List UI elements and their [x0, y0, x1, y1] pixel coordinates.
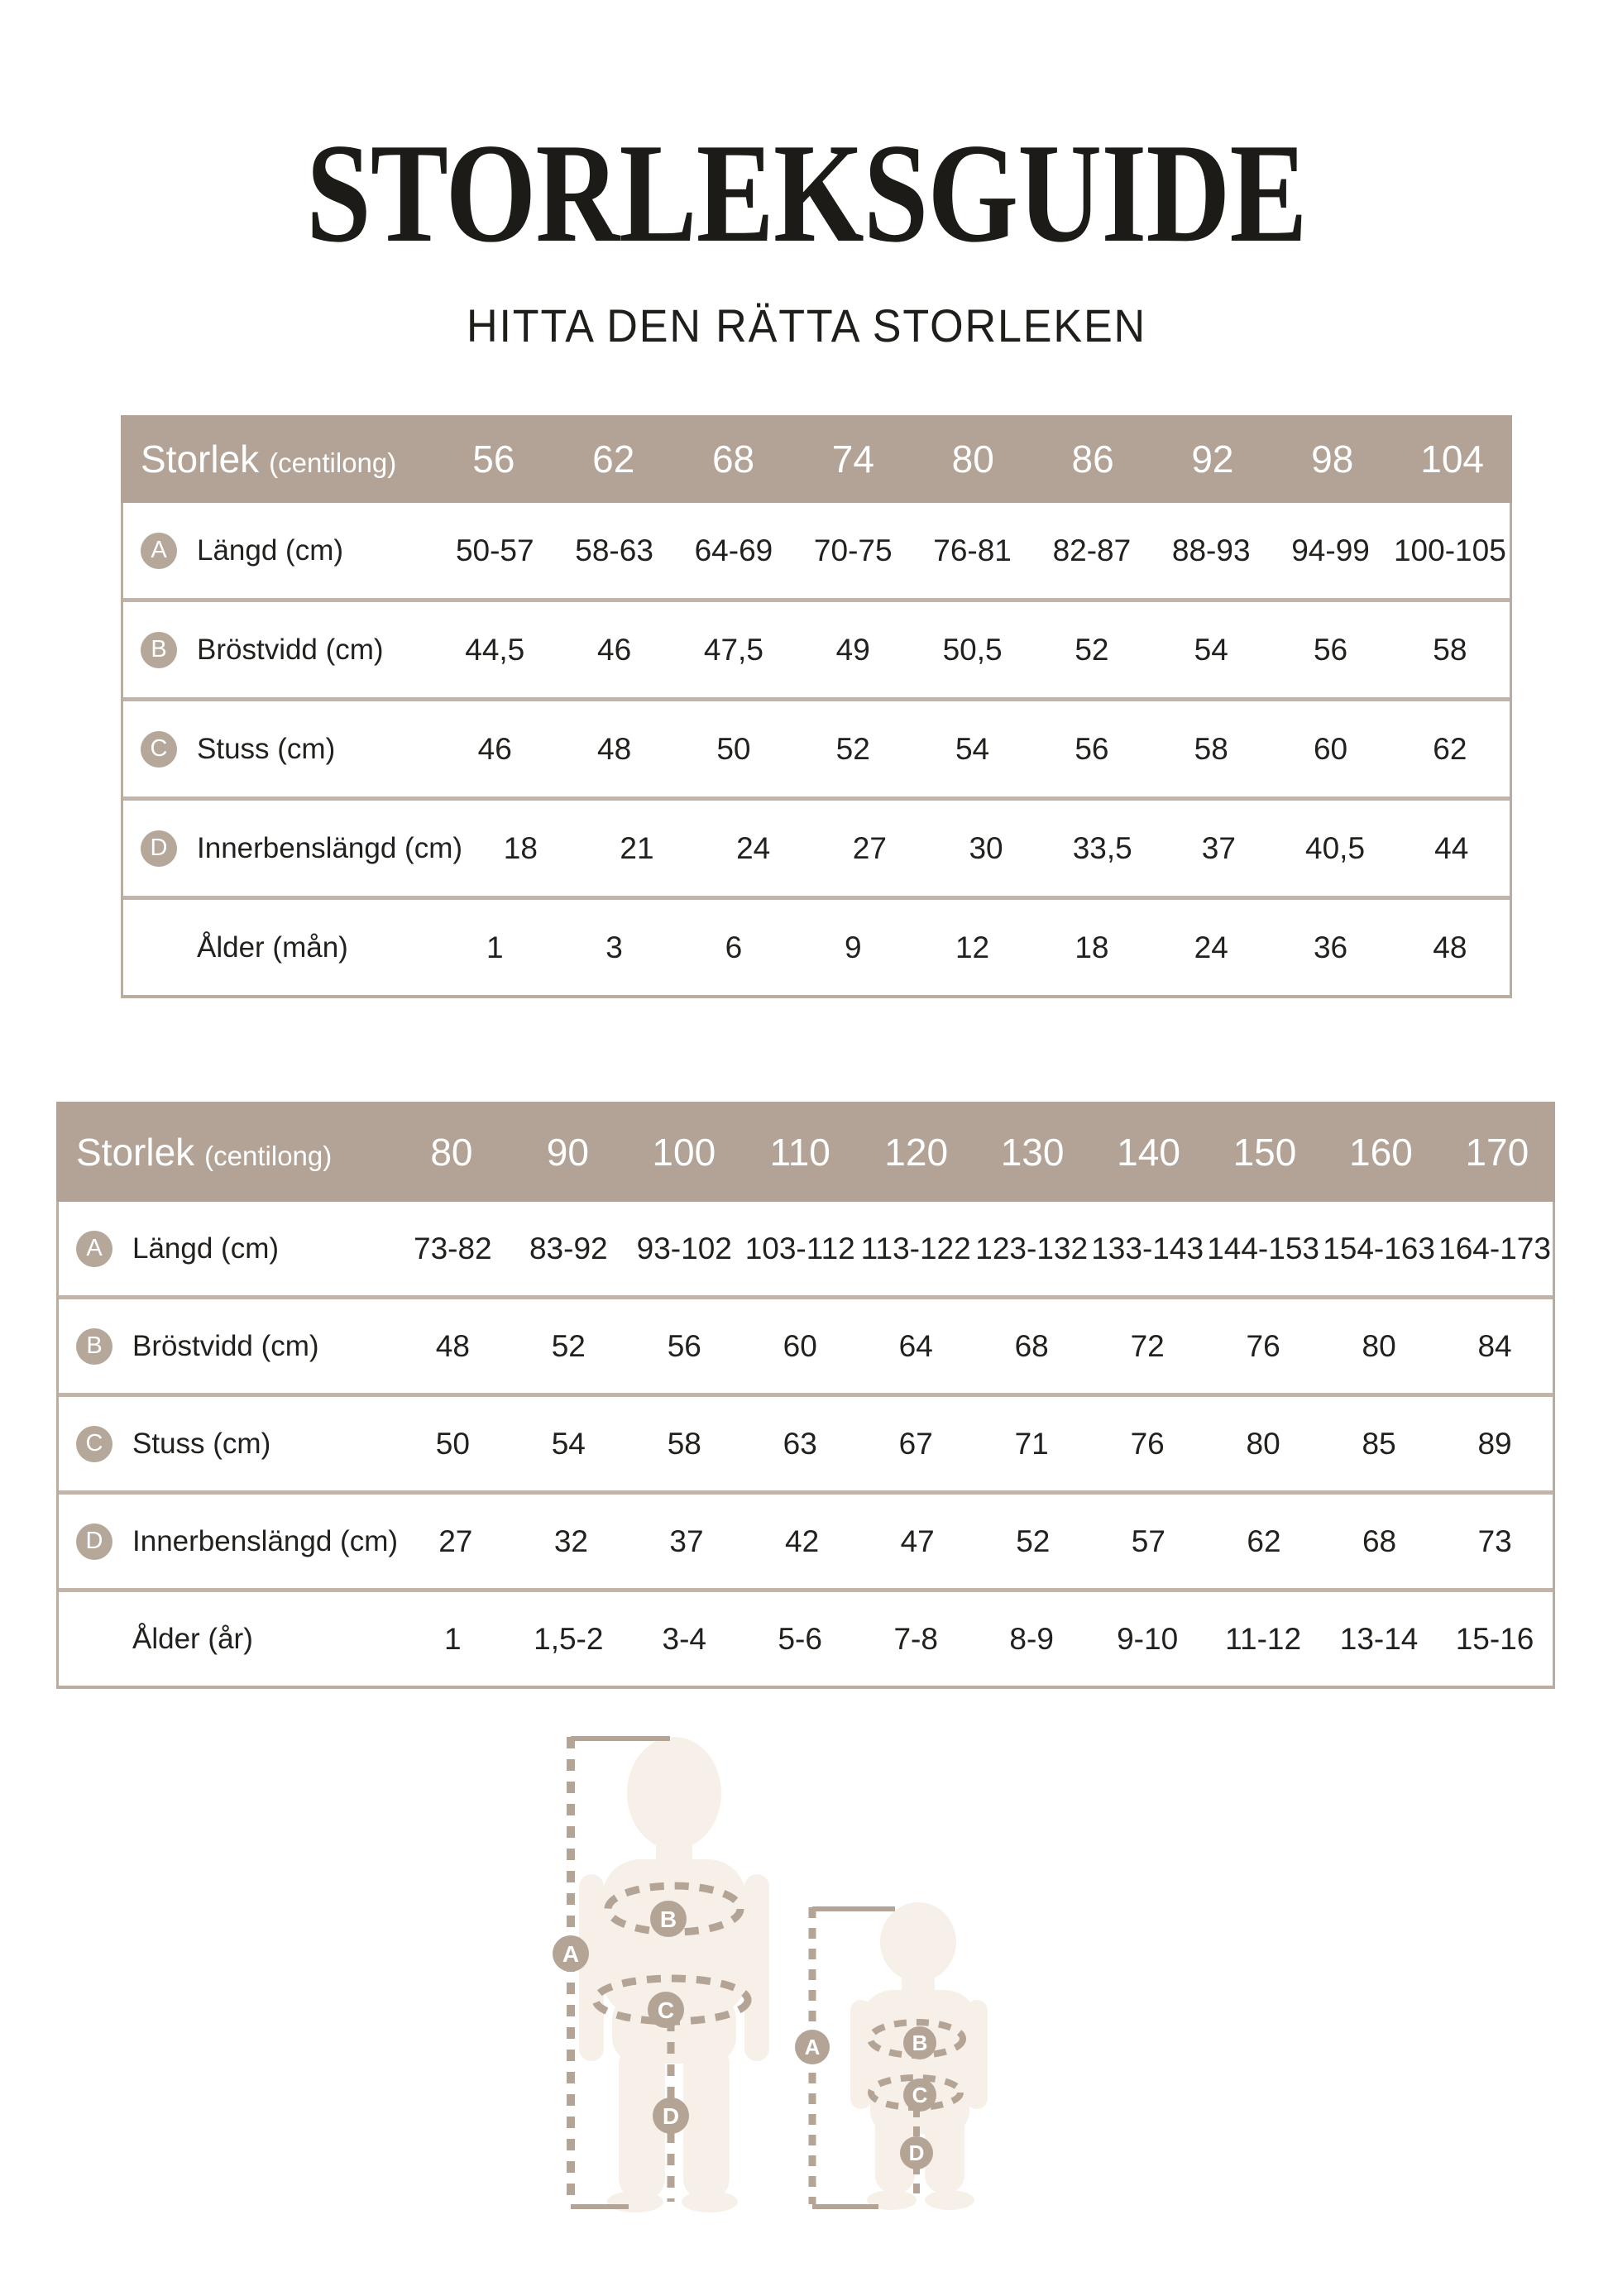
- row-label-cell: [123, 930, 435, 966]
- value-cell: 50-57: [455, 533, 534, 567]
- value-cell: 46: [477, 731, 512, 766]
- size-column-header: 68: [711, 438, 755, 481]
- row-label-cell: [123, 533, 435, 569]
- value-cell: 9: [844, 930, 862, 964]
- measure-badge: A: [141, 533, 177, 569]
- value-cell: 164-173: [1438, 1231, 1551, 1265]
- measure-badge: A: [76, 1231, 112, 1267]
- table-header-unit: (centilong): [269, 447, 397, 478]
- value-cell: 58-63: [575, 533, 653, 567]
- value-cell: 154-163: [1323, 1231, 1435, 1265]
- value-cell: 58: [1433, 632, 1467, 667]
- value-cell: 54: [955, 731, 990, 766]
- value-cell: 73-82: [414, 1231, 492, 1265]
- value-cell: 6: [725, 930, 743, 964]
- value-cell: 58: [667, 1426, 701, 1461]
- value-cell: 49: [835, 632, 870, 667]
- value-cell: 54: [551, 1426, 586, 1461]
- page-title: STORLEKSGUIDE: [306, 115, 1307, 272]
- value-cell: 52: [551, 1328, 586, 1363]
- size-column-header: 62: [592, 438, 635, 481]
- row-label-text: Innerbenslängd (cm): [132, 1524, 398, 1557]
- value-cell: 52: [1075, 632, 1109, 667]
- badge-d-label: D: [908, 2141, 925, 2165]
- value-cell: 54: [1194, 632, 1228, 667]
- table-header-label: [121, 437, 433, 481]
- value-cell: 42: [785, 1523, 820, 1558]
- value-cell: 62: [1247, 1523, 1281, 1558]
- row-label-cell: [123, 830, 462, 867]
- size-column-header: 86: [1071, 438, 1114, 481]
- value-cell: 50,5: [942, 632, 1003, 667]
- value-cell: 80: [1362, 1328, 1396, 1363]
- value-cell: 64-69: [694, 533, 773, 567]
- value-cell: 36: [1313, 930, 1348, 964]
- table-body: [56, 1202, 1555, 1689]
- value-cell: 3-4: [662, 1621, 706, 1656]
- value-cell: 50: [435, 1426, 470, 1461]
- value-cell: 11-12: [1225, 1621, 1302, 1656]
- value-cell: 50: [716, 731, 751, 766]
- size-column-header: 80: [951, 438, 994, 481]
- badge-b-label: B: [659, 1906, 677, 1932]
- value-cell: 76-81: [933, 533, 1012, 567]
- value-cell: 24: [1194, 930, 1228, 964]
- value-cell: 5-6: [778, 1621, 822, 1656]
- value-cell: 33,5: [1072, 830, 1132, 865]
- value-cell: 84: [1477, 1328, 1512, 1363]
- value-cell: 93-102: [636, 1231, 732, 1265]
- size-column-header: 90: [546, 1130, 589, 1174]
- value-cell: 18: [503, 830, 538, 865]
- size-column-header: 140: [1117, 1130, 1180, 1174]
- value-cell: 8-9: [1009, 1621, 1054, 1656]
- value-cell: 52: [1016, 1523, 1051, 1558]
- value-cell: 47,5: [703, 632, 763, 667]
- value-cell: 12: [955, 930, 990, 964]
- value-cell: 123-132: [975, 1231, 1089, 1265]
- value-cell: 47: [900, 1523, 935, 1558]
- value-cell: 27: [852, 830, 887, 865]
- value-cell: 62: [1433, 731, 1467, 766]
- badge-c-label: C: [657, 1997, 675, 2023]
- value-cell: 3: [605, 930, 623, 964]
- table-header-row: [121, 415, 1512, 503]
- row-label-text: Bröstvidd (cm): [197, 633, 384, 666]
- value-cell: 56: [1075, 731, 1109, 766]
- value-cell: 133-143: [1091, 1231, 1204, 1265]
- value-cell: 68: [1014, 1328, 1049, 1363]
- value-cell: 67: [898, 1426, 933, 1461]
- value-cell: 7-8: [893, 1621, 938, 1656]
- row-label-text: Bröstvidd (cm): [132, 1329, 319, 1362]
- value-cell: 89: [1477, 1426, 1512, 1461]
- size-column-header: 110: [769, 1130, 830, 1174]
- value-cell: 63: [783, 1426, 817, 1461]
- table-header-row: [56, 1102, 1555, 1202]
- row-label-cell: [59, 1328, 395, 1365]
- size-column-header: 170: [1465, 1130, 1529, 1174]
- value-cell: 13-14: [1339, 1621, 1419, 1656]
- row-label-text: Stuss (cm): [132, 1427, 271, 1460]
- table-row: [59, 1495, 1553, 1592]
- value-cell: 9-10: [1117, 1621, 1179, 1656]
- value-cell: 44,5: [465, 632, 525, 667]
- value-cell: 40,5: [1305, 830, 1366, 865]
- value-cell: 48: [1433, 930, 1467, 964]
- size-column-header: 92: [1191, 438, 1234, 481]
- size-column-header: 100: [652, 1130, 716, 1174]
- table-row: [59, 1592, 1553, 1686]
- badge-c-label: C: [912, 2083, 928, 2107]
- measurement-figures: [496, 1720, 1117, 2258]
- value-cell: 52: [835, 731, 870, 766]
- value-cell: 57: [1131, 1523, 1165, 1558]
- row-label-text: Längd (cm): [132, 1232, 280, 1265]
- value-cell: 73: [1477, 1523, 1512, 1558]
- row-label-text: Ålder (mån): [197, 930, 348, 964]
- value-cell: 113-122: [860, 1231, 971, 1265]
- row-label-text: Innerbenslängd (cm): [197, 831, 462, 864]
- size-table-kids: [56, 1102, 1555, 1689]
- size-column-header: 56: [472, 438, 515, 481]
- size-column-header: 120: [884, 1130, 949, 1174]
- size-column-header: 74: [831, 438, 874, 481]
- value-cell: 58: [1194, 731, 1228, 766]
- value-cell: 44: [1434, 830, 1469, 865]
- value-cell: 24: [736, 830, 771, 865]
- value-cell: 94-99: [1291, 533, 1370, 567]
- table-row: [123, 503, 1510, 602]
- row-label-text: Längd (cm): [197, 533, 344, 567]
- value-cell: 60: [783, 1328, 817, 1363]
- value-cell: 68: [1362, 1523, 1397, 1558]
- measure-badge: B: [141, 632, 177, 668]
- row-label-cell: [123, 731, 435, 768]
- measure-badge: D: [76, 1523, 112, 1560]
- measure-badge: D: [141, 830, 177, 867]
- value-cell: 71: [1014, 1426, 1049, 1461]
- table-row: [59, 1397, 1553, 1495]
- row-label-cell: [59, 1523, 398, 1560]
- badge-a-label: A: [804, 2035, 821, 2059]
- row-label-text: Ålder (år): [132, 1622, 253, 1655]
- value-cell: 32: [553, 1523, 588, 1558]
- value-cell: 80: [1246, 1426, 1280, 1461]
- row-label-cell: [59, 1231, 395, 1267]
- value-cell: 56: [1313, 632, 1348, 667]
- value-cell: 18: [1075, 930, 1109, 964]
- value-cell: 48: [435, 1328, 470, 1363]
- value-cell: 72: [1130, 1328, 1165, 1363]
- measure-badge: C: [76, 1426, 112, 1462]
- measure-badge: B: [76, 1328, 112, 1365]
- value-cell: 100-105: [1393, 533, 1506, 567]
- table-header-unit: (centilong): [204, 1140, 333, 1171]
- size-column-header: 130: [1000, 1130, 1065, 1174]
- badge-b-label: B: [912, 2031, 928, 2055]
- table-header-label: [56, 1130, 394, 1174]
- size-column-header: 104: [1420, 438, 1484, 481]
- value-cell: 21: [620, 830, 654, 865]
- row-label-text: Stuss (cm): [197, 732, 336, 765]
- value-cell: 56: [667, 1328, 701, 1363]
- value-cell: 30: [969, 830, 1003, 865]
- size-column-header: 150: [1232, 1130, 1297, 1174]
- value-cell: 27: [438, 1523, 473, 1558]
- row-label-cell: [123, 632, 435, 668]
- page-subtitle: HITTA DEN RÄTTA STORLEKEN: [466, 299, 1147, 352]
- value-cell: 37: [1201, 830, 1236, 865]
- table-row: [123, 602, 1510, 701]
- value-cell: 76: [1246, 1328, 1280, 1363]
- value-cell: 46: [597, 632, 632, 667]
- badge-a-label: A: [562, 1941, 580, 1967]
- row-label-cell: [59, 1621, 395, 1657]
- table-row: [123, 701, 1510, 801]
- badge-d-label: D: [662, 2103, 680, 2129]
- size-column-header: 98: [1311, 438, 1354, 481]
- value-cell: 83-92: [529, 1231, 608, 1265]
- row-label-cell: [59, 1426, 395, 1462]
- table-body: [121, 503, 1512, 998]
- value-cell: 1,5-2: [534, 1621, 604, 1656]
- value-cell: 70-75: [813, 533, 893, 567]
- size-column-header: 160: [1349, 1130, 1413, 1174]
- size-table-baby: [121, 415, 1512, 998]
- value-cell: 1: [444, 1621, 462, 1656]
- value-cell: 88-93: [1171, 533, 1251, 567]
- table-row: [123, 900, 1510, 995]
- value-cell: 60: [1313, 731, 1348, 766]
- table-header-title: Storlek: [141, 438, 260, 481]
- value-cell: 37: [669, 1523, 704, 1558]
- value-cell: 82-87: [1052, 533, 1132, 567]
- table-row: [123, 801, 1510, 900]
- value-cell: 48: [597, 731, 632, 766]
- value-cell: 103-112: [744, 1231, 855, 1265]
- size-column-header: 80: [430, 1130, 473, 1174]
- value-cell: 85: [1362, 1426, 1396, 1461]
- value-cell: 1: [486, 930, 504, 964]
- table-header-title: Storlek: [76, 1130, 195, 1174]
- value-cell: 15-16: [1455, 1621, 1534, 1656]
- value-cell: 76: [1130, 1426, 1165, 1461]
- table-row: [59, 1299, 1553, 1397]
- table-row: [59, 1202, 1553, 1299]
- value-cell: 64: [898, 1328, 933, 1363]
- measure-badge: C: [141, 731, 177, 768]
- value-cell: 144-153: [1207, 1231, 1319, 1265]
